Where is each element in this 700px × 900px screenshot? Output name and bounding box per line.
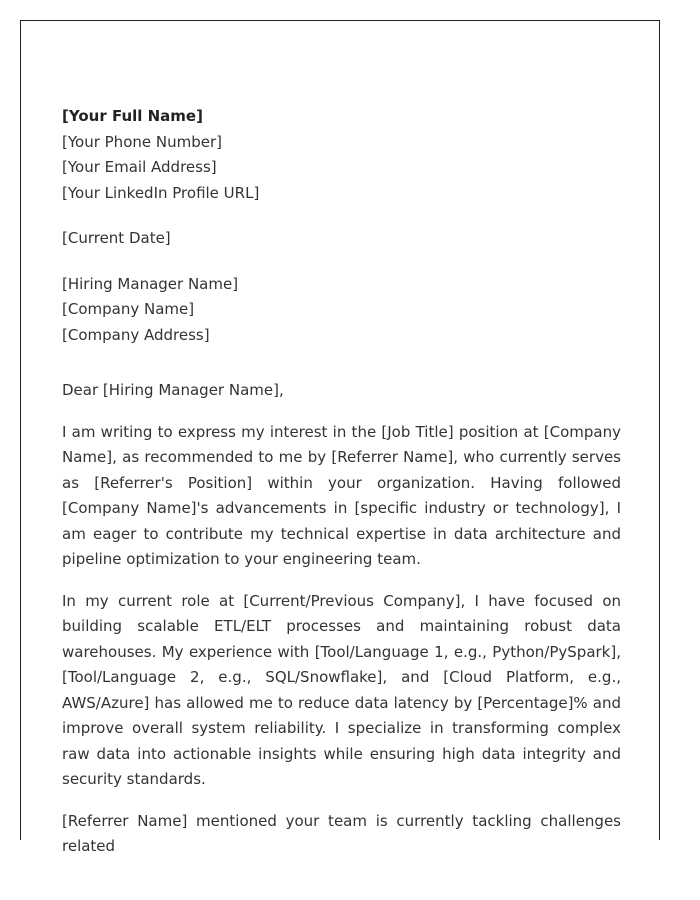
body-paragraph-1: I am writing to express my interest in the [Job Title] position at [Company Name], as recommended to me by [Referrer Name], who currently serves as [Referrer's Position] within your organization. Having followed [Company Name]'s advancements in [specific industry or technology], I am eager to contribute my technical expertise in data architecture and pipeline optimization to your engineering team. xyxy=(62,422,621,568)
salutation: Dear [Hiring Manager Name], xyxy=(62,381,284,399)
sender-name: [Your Full Name] xyxy=(62,107,203,125)
sender-block xyxy=(62,104,621,206)
body-paragraph-2: In my current role at [Current/Previous Company], I have focused on building scalable ETL/ELT processes and maintaining robust data warehouses. My experience with [Tool/Language 1, e.g., Python/PySpark], [Tool/Language 2, e.g., SQL/Snowflake], and [Cloud Platform, e.g., AWS/Azure] has allowed me to reduce data latency by [Percentage]% and improve overall system reliability. I specialize in transforming complex raw data into actionable insights while ensuring high data integrity and security standards. xyxy=(62,591,621,788)
recipient-block xyxy=(62,272,621,349)
sender-phone: [Your Phone Number] xyxy=(62,132,222,151)
recipient-manager: [Hiring Manager Name] xyxy=(62,274,239,293)
sender-linkedin: [Your LinkedIn Profile URL] xyxy=(62,183,260,202)
recipient-address: [Company Address] xyxy=(62,325,210,344)
body-paragraph-3: [Referrer Name] mentioned your team is currently tackling challenges related xyxy=(62,811,621,855)
letter-content xyxy=(62,104,621,860)
letter-page xyxy=(20,20,660,855)
letter-date: [Current Date] xyxy=(62,229,171,247)
recipient-company: [Company Name] xyxy=(62,300,195,318)
sender-email: [Your Email Address] xyxy=(62,158,217,176)
